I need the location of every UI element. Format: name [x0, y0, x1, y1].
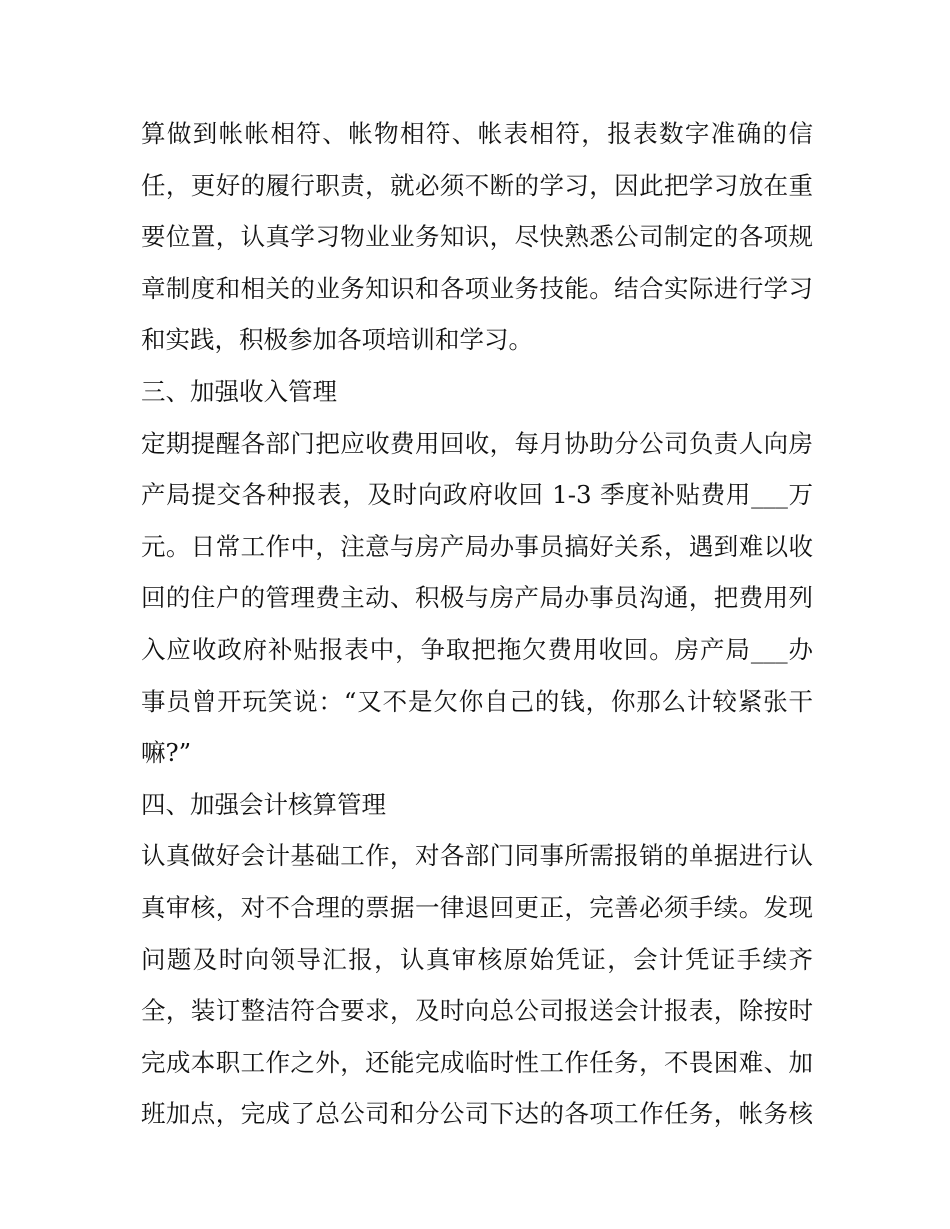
text-line: 和实践，积极参加各项培训和学习。 — [141, 325, 533, 355]
text-line: 事员曾开玩笑说：“又不是欠你自己的钱，你那么计较紧张干 — [141, 686, 813, 716]
text-line: 任，更好的履行职责，就必须不断的学习，因此把学习放在重 — [141, 170, 813, 200]
text-line: 嘛?” — [141, 738, 192, 768]
text-line: 章制度和相关的业务知识和各项业务技能。结合实际进行学习 — [141, 273, 813, 303]
text-line: 产局提交各种报表，及时向政府收回 1-3 季度补贴费用___万 — [141, 480, 813, 510]
text-line: 入应收政府补贴报表中，争取把拖欠费用收回。房产局___办 — [141, 634, 813, 664]
document-body — [141, 108, 813, 1140]
text-line: 完成本职工作之外，还能完成临时性工作任务，不畏困难、加 — [141, 1047, 813, 1077]
section-heading: 三、加强收入管理 — [141, 376, 337, 406]
section-heading: 四、加强会计核算管理 — [141, 789, 386, 819]
text-line: 真审核，对不合理的票据一律退回更正，完善必须手续。发现 — [141, 892, 813, 922]
text-line: 认真做好会计基础工作，对各部门同事所需报销的单据进行认 — [141, 841, 813, 871]
text-line: 全，装订整洁符合要求，及时向总公司报送会计报表，除按时 — [141, 996, 813, 1026]
text-line: 回的住户的管理费主动、积极与房产局办事员沟通，把费用列 — [141, 583, 813, 613]
text-line: 问题及时向领导汇报，认真审核原始凭证，会计凭证手续齐 — [141, 944, 813, 974]
text-line: 元。日常工作中，注意与房产局办事员搞好关系，遇到难以收 — [141, 531, 813, 561]
text-line: 班加点，完成了总公司和分公司下达的各项工作任务，帐务核 — [141, 1099, 813, 1129]
text-line: 算做到帐帐相符、帐物相符、帐表相符，报表数字准确的信 — [141, 119, 813, 148]
text-line: 定期提醒各部门把应收费用回收，每月协助分公司负责人向房 — [141, 428, 813, 458]
text-line: 要位置，认真学习物业业务知识，尽快熟悉公司制定的各项规 — [141, 222, 813, 252]
